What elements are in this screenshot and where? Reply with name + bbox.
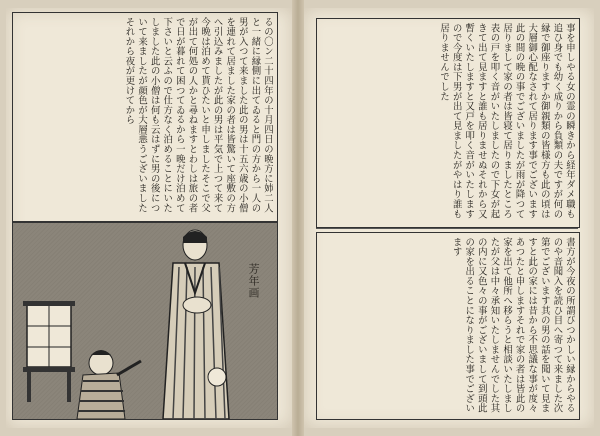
illustration-drawing	[13, 223, 277, 419]
right-top-text-frame	[316, 18, 580, 228]
section-divider	[316, 228, 578, 229]
illustration	[12, 222, 278, 420]
book-gutter	[292, 0, 304, 436]
right-bottom-text-frame	[316, 232, 580, 420]
artist-signature: 芳年画	[247, 263, 260, 299]
right-top-text-column: 事を申しやる女の霊の瞬きから経年ダメ職も追ひ身でも幼く成りから負類の夫ですが何の縁で御座りますか御親類の皆様方も此の頃は大層御心配なされて居ります事でございます此の間の晩の事でございましたが雨が降つて居りまして家の者は皆寝て居りましたところ表の戸を叩く音がいたしましたので下女が起きて出て見ますと誰も居りませぬそれから又暫くいたしますと又戸を叩く音がいたしますので今度は下男が出て見ましたがやはり誰も居りませんでした	[438, 23, 575, 219]
left-text-frame	[12, 12, 278, 222]
left-text-column: るの〇ン二十四年の十月四日の晩方に姉二人と一緒に縁側に出てゐると門の方から一人の男が入つて来ました此の男は十五六歳の小僧を連れて居ました家の者は皆驚いて座敷の方へ引込みましたが此の男は平気で上つて来て今晩は泊めて貰ひたいと申しましたそこで父が出て何処の人かと尋ねますとわしは旅の者で日が暮れて困つてゐるから一晩だけ泊めて下さいと云ふので仕方なく泊めることにいたしました此の小僧は何も云はずに男の後について来ましたが顔色が大層悪うございましたそれから夜が更けてから	[123, 17, 273, 213]
right-bottom-text-column: 書方が今夜の所謂びつかしい縁からやるのや音聞入を読ひ目へ寄つて来ました次第でございます其の男の話を聞いて見ますと此の家には昔から不思議な事が度々あつたと申しますそれで家の者は皆此の家を出て他所へ移らうと相談いたしましたが父は中々承知いたしませんでした其の内に又色々の事がございまして到頭此の家を出ることになりました事でございます	[450, 237, 575, 414]
